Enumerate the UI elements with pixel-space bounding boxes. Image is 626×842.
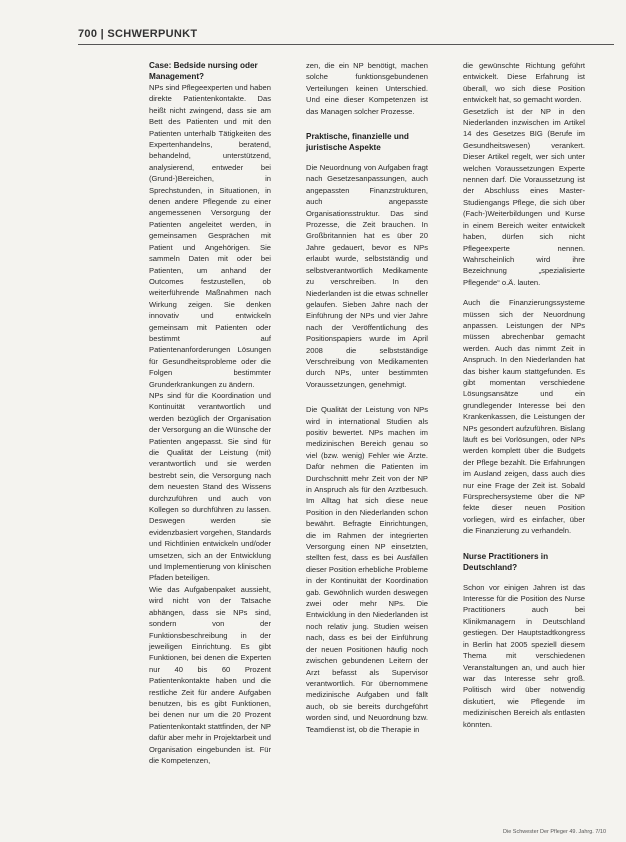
paragraph: Schon vor einigen Jahren ist das Interesse für die Position des Nurse Practitioners auch bei Klinikmanagern in Deutschland gestiegen. Der Hauptstadtkongress in Berlin hat 2005 speziell diesem Thema mit verschiedenen Veranstaltungen an, und auch hier war das Interesse sehr groß. Politisch wird über notwendig diskutiert, wie Pflegende im medizinischen Bereich als entlasten könnten. (463, 582, 585, 729)
paragraph: Die Qualität der Leistung von NPs wird in international Studien als positiv bewertet. NPs machen im medizinischen Bereich genau so viel (bzw. wenig) Fehler wie Ärzte. Dafür nehmen die Patienten im Durchschnitt mehr Zeit von der NP in Anspruch als für den Arztbesuch. Im Alltag hat sich diese neue Position in den Niederlanden schon bewährt. Befragte Einrichtungen, die im Rahmen der integrierten Versorgung einen NP einsetzten, stellten fest, dass es bei Ausfällen dieser Position erhebliche Probleme in der Kontinuität der Koordination gab. Gewöhnlich wurden deswegen zwei oder mehr NPs. Die Entwicklung in den Niederlanden ist noch relativ jung. Studien weisen nach, dass es bei der Einführung der neuen Positionen häufig noch zwischen gebundenen Leitern der Arzt befasst als Supervisor verantwortlich. Für übernommene medizinische Aufgaben und fällt auch, ob sie bereits durchgeführt worden sind, und Neuordnung bzw. Teamdienst ist, ob die Therapie in (306, 405, 428, 734)
paragraph: die gewünschte Richtung geführt entwickelt. Diese Erfahrung ist überall, wo sich diese Position entwickelt hat, so gemacht worden. (463, 61, 585, 105)
page-footer: Die Schwester Der Pfleger 49. Jahrg. 7/10 (503, 829, 607, 835)
subheading-germany: Nurse Practitioners in Deutschland? (463, 551, 549, 572)
subheading-aspects: Praktische, finanzielle und juristische Aspekte (306, 132, 409, 153)
section-header: 700 | SCHWERPUNKT (78, 28, 198, 40)
paragraph: NPs sind für die Koordination und Kontinuität verantwortlich und werden bezüglich der Organisation der Versorgung an die Wünsche der Patienten angepasst. Sie sind für die Qualität der Leistung (mit) verantwortlich und sie werden bestrebt sein, die Versorgung nach dem neuesten Stand des Wissens durchzuführen und auch von Kollegen so durchführen zu lassen. Deswegen werden sie evidenzbasiert vorgehen, Standards und Richtlinien entwickeln und/oder umsetzen, sich an der Entwicklung und Implementierung von klinischen Pfaden beteiligen. (149, 390, 271, 583)
text-column-2 (306, 60, 428, 735)
text-column-3 (463, 60, 585, 730)
subheading-case: Case: Bedside nursing oder Management? (149, 61, 258, 81)
text-column-1 (149, 60, 271, 766)
paragraph: Die Neuordnung von Aufgaben fragt nach Gesetzesanpassungen, auch angepassten Finanzstrukturen, auch angepasste Organisationsstruktur. Das sind Prozesse, die Zeit brauchen. In Großbritannien hat es über 20 Jahre gedauert, bevor es NPs erlaubt wurde, selbstständig und selbstverantwortlich Medikamente zu verschreiben. In den Niederlanden ist die etwas schneller gelaufen. Sieben Jahre nach der Einführung der NPs und vier Jahre nach der Veröffentlichung des Positionspapiers wurde im April 2008 die selbstständige Verschreibung von Medikamenten durch NPs, unter bestimmten Voraussetzungen, genehmigt. (306, 163, 428, 389)
paragraph: Auch die Finanzierungssysteme müssen sich der Neuordnung anpassen. Leistungen der NPs müssen abrechenbar gemacht werden. Auch das nimmt Zeit in Anspruch. In den Niederlanden hat das bisher kaum stattgefunden. Es gibt momentan verschiedene Lösungsansätze und ein grundlegender Interesse bei den Krankenkassen, die Leistungen der NPs gesondert aufzuführen. Bislang läuft es bei Vorlösungen, oder NPs werden komplett über die Budgets der Pflege bezahlt. Die Erfahrungen im Ausland zeigen, dass auch dies nur eine Frage der Zeit ist. Sobald Fürsprechersysteme über die NP fekte dieser neuen Position vorliegen, wird es einfacher, über die Finanzierung zu verhandeln. (463, 298, 585, 536)
paragraph: zen, die ein NP benötigt, machen solche funktionsgebundenen Verteilungen keinen Unterschied. Und eine dieser Kompetenzen ist das Managen solcher Prozesse. (306, 61, 428, 116)
paragraph: NPs sind Pflegeexperten und haben direkte Patientenkontakte. Das heißt nicht zwingend, dass sie am Bett des Patienten und mit den Patienten unterhalb Tätigkeiten des Expertenhandelns, beratend, behandelnd, unterstützend, analysierend, entweder bei (Grund-)Bereichen, in Sprechstunden, in Situationen, in denen andere Pflegende zu einer angemessenen Versorgung der Patienten angeleitet werden, in gemeinsamen Gesprächen mit Patient und Angehörigen. Sie sammeln Daten mit oder bei Patienten, um anhand der Outcomes festzustellen, ob weiterführende Maßnahmen nach Wirkung zeigen. Sie denken innovativ und entwickeln gemeinsam mit Patienten oder bestimmt auf Patientenanforderungen Lösungen für Gesundheitsprobleme oder die Folgen bestimmter Grunderkrankungen zu ändern. (149, 83, 271, 389)
paragraph: Gesetzlich ist der NP in den Niederlanden inzwischen im Artikel 14 des Gesetzes BIG (Berufe im Gesundheitswesen) verankert. Dieser Artikel regelt, wer sich unter welchen Voraussetzungen Experte nennen darf. Die Voraussetzung ist der Abschluss eines Master-Studiengangs Pflege, die sich über (Fach-)Weiterbildungen und Kurse in einem Bereich weiter entwickelt haben, dürfen sich nicht Pflegeexperte nennen. Wahrscheinlich wird ihre Bezeichnung „spezialisierte Pflegende“ o.Ä. lauten. (463, 106, 585, 287)
paragraph: Wie das Aufgabenpaket aussieht, wird nicht von der Tatsache abhängen, dass sie NPs sind, sondern von der Funktionsbeschreibung in der jeweiligen Einrichtung. Es gibt Funktionen, bei denen die Experten nur 40 bis 60 Prozent Patientenkontakte haben und die restliche Zeit für andere Aufgaben benutzen, bis es gibt Funktionen, bei denen nur um die 20 Prozent Patientenkontakt stattfinden, der NP dafür aber mehr in Projektarbeit und Organisation eingebunden ist. Für die Kompetenzen, (149, 584, 271, 765)
header-rule (78, 44, 614, 45)
